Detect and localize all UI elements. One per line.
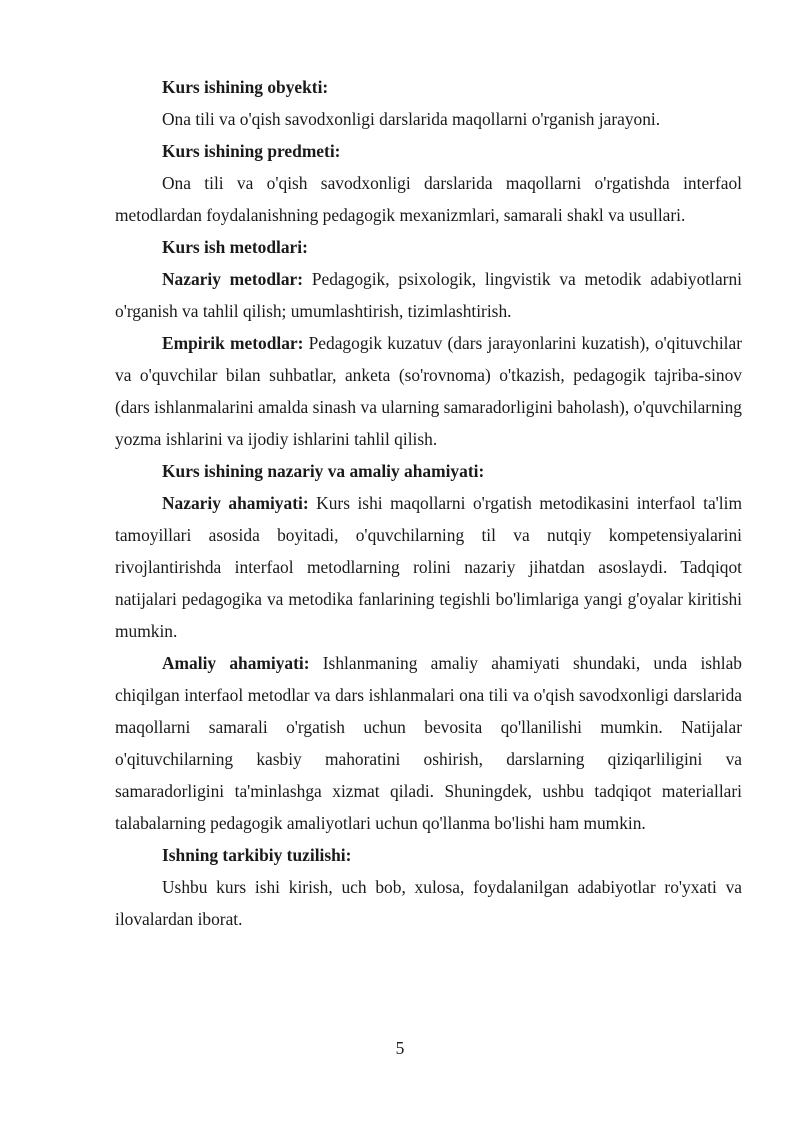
- methods-heading: Kurs ish metodlari:: [162, 237, 308, 257]
- page-number: 5: [395, 1038, 405, 1058]
- subject-text: Ona tili va o'qish savodxonligi darslarida maqollarni o'rgatishda interfaol metodlardan foydalanishning pedagogik mexanizmlari, samarali shakl va usullari.: [115, 173, 742, 225]
- document-page: [115, 71, 742, 935]
- object-heading: Kurs ishining obyekti:: [162, 77, 329, 97]
- theoretical-methods-text: Pedagogik, psixologik, lingvistik va metodik adabiyotlarni o'rganish va tahlil qilish; umumlashtirish, tizimlashtirish.: [115, 269, 742, 321]
- empirical-methods-paragraph: [115, 327, 742, 455]
- theoretical-methods-label: Nazariy metodlar:: [162, 269, 304, 289]
- theoretical-significance-paragraph: [115, 487, 742, 647]
- object-text: Ona tili va o'qish savodxonligi darslarida maqollarni o'rganish jarayoni.: [162, 109, 661, 129]
- practical-significance-label: Amaliy ahamiyati:: [162, 653, 310, 673]
- subject-heading: Kurs ishining predmeti:: [162, 141, 341, 161]
- practical-significance-text: Ishlanmaning amaliy ahamiyati shundaki, unda ishlab chiqilgan interfaol metodlar va dars ishlanmalari ona tili va o'qish savodxonligi darslarida maqollarni samarali o'rgatish uchun bevosita qo'llanilishi mumkin. Natijalar o'qituvchilarning kasbiy mahoratini oshirish, darslarning qiziqarliligini va samaradorligini ta'minlashga xizmat qiladi. Shuningdek, ushbu tadqiqot materiallari talabalarning pedagogik amaliyotlari uchun qo'llanma bo'lishi ham mumkin.: [115, 653, 742, 833]
- theoretical-significance-text: Kurs ishi maqollarni o'rgatish metodikasini interfaol ta'lim tamoyillari asosida boyitadi, o'quvchilarning til va nutqiy kompetensiyalarini rivojlantirishda interfaol metodlarning rolini nazariy jihatdan asoslaydi. Tadqiqot natijalari pedagogika va metodika fanlarining tegishli bo'limlariga yangi g'oyalar kiritishi mumkin.: [115, 493, 742, 641]
- theoretical-significance-label: Nazariy ahamiyati:: [162, 493, 309, 513]
- structure-text: Ushbu kurs ishi kirish, uch bob, xulosa, foydalanilgan adabiyotlar ro'yxati va ilovalardan iborat.: [115, 877, 742, 929]
- practical-significance-paragraph: [115, 647, 742, 839]
- empirical-methods-label: Empirik metodlar:: [162, 333, 304, 353]
- structure-heading: Ishning tarkibiy tuzilishi:: [162, 845, 352, 865]
- empirical-methods-text: Pedagogik kuzatuv (dars jarayonlarini kuzatish), o'qituvchilar va o'quvchilar bilan suhbatlar, anketa (so'rovnoma) o'tkazish, pedagogik tajriba-sinov (dars ishlanmalarini amalda sinash va ularning samaradorligini baholash), o'quvchilarning yozma ishlarini va ijodiy ishlarini tahlil qilish.: [115, 333, 742, 449]
- significance-heading: Kurs ishining nazariy va amaliy ahamiyati:: [162, 461, 485, 481]
- theoretical-methods-paragraph: [115, 263, 742, 327]
